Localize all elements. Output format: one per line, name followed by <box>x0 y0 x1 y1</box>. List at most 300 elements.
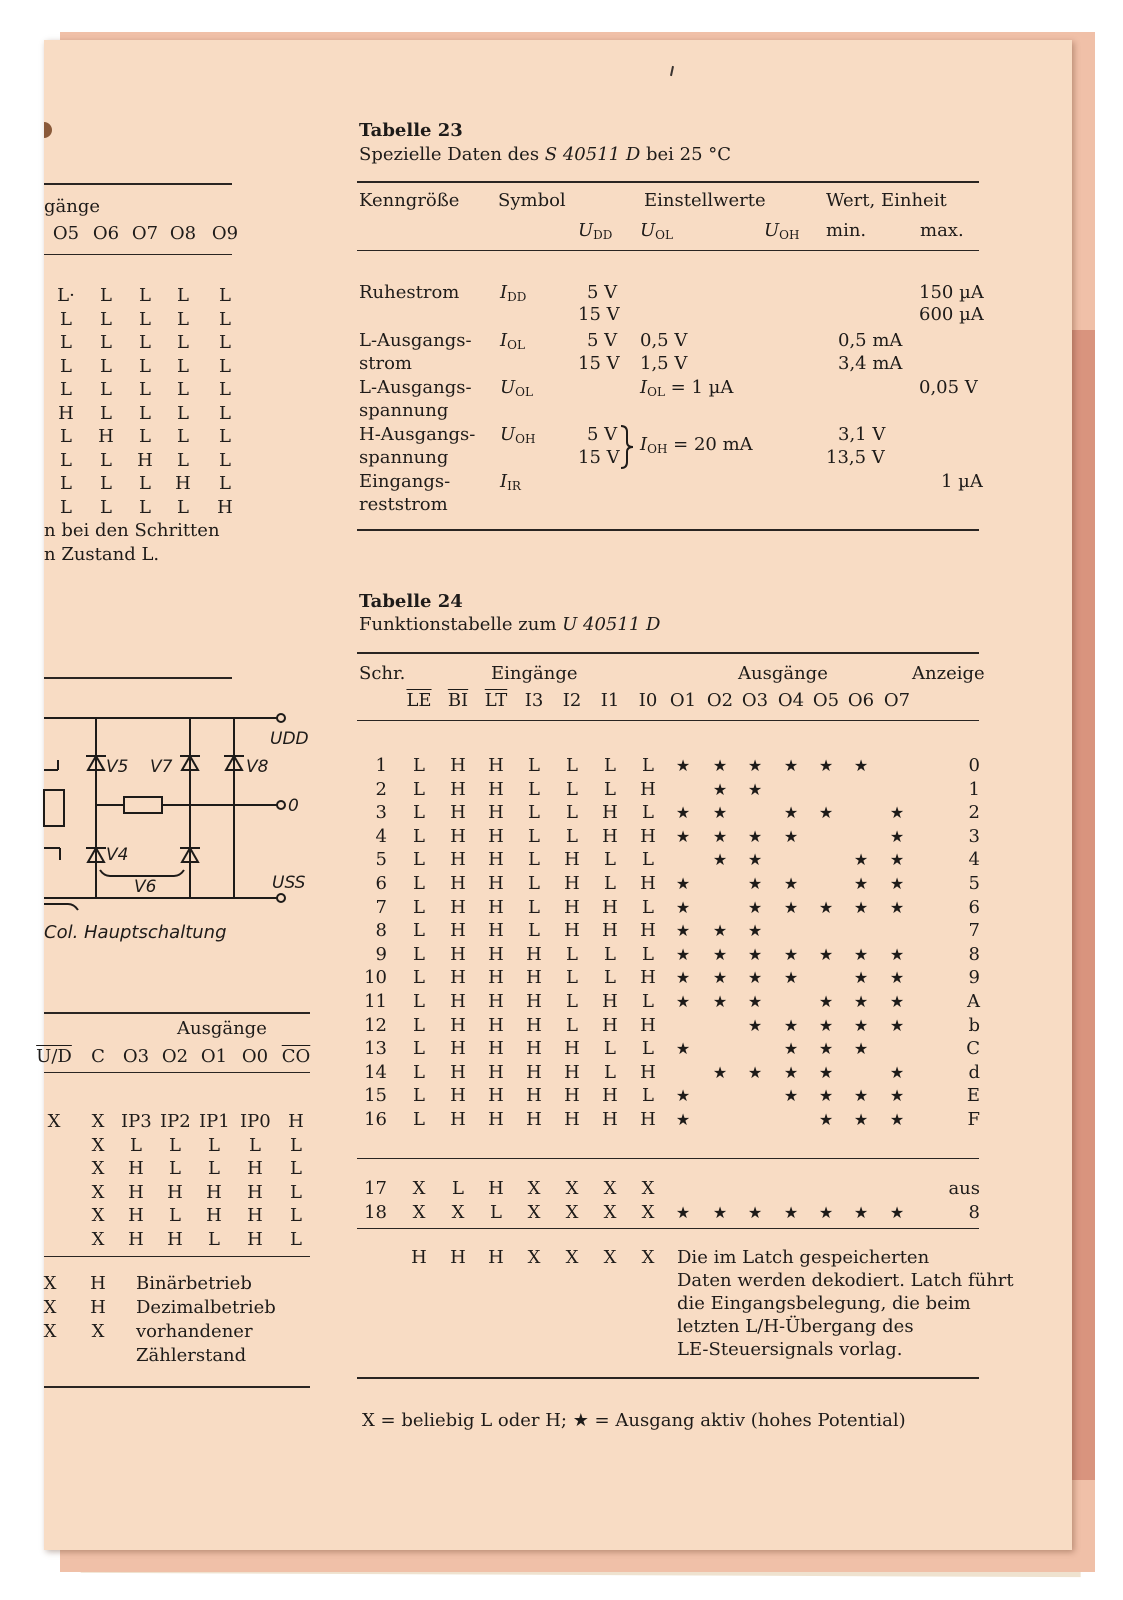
t24-input-cell: H <box>526 1038 542 1060</box>
t23-lstrom-min1: 0,5 mA <box>838 330 903 351</box>
t23-hspannung-udd2: 15 V <box>578 447 620 468</box>
left-rule-mid <box>44 254 232 255</box>
t24-input-cell: L <box>642 849 654 871</box>
t24-active-star-icon: ★ <box>889 897 905 917</box>
left-block2-cell: H <box>288 1111 304 1132</box>
left-block2-cell: H <box>206 1205 222 1226</box>
t24-input-cell: H <box>602 920 618 942</box>
left-block2-cell: H <box>128 1181 144 1203</box>
t24-input-cell: H <box>450 1014 466 1036</box>
t24-input-cell: H <box>526 1085 542 1107</box>
table23-title: Tabelle 23 <box>359 120 463 141</box>
t24-input-cell: H <box>450 1085 466 1107</box>
t24-active-star-icon: ★ <box>712 968 728 988</box>
left-block2-cell: H <box>128 1205 144 1226</box>
left-block1-cell: H <box>175 473 191 494</box>
left-block2-col-header: C <box>91 1046 105 1067</box>
t24-head-schr: Schr. <box>359 663 406 684</box>
t24-input-cell: H <box>450 825 466 847</box>
t24-active-star-icon: ★ <box>783 1202 799 1222</box>
t23-ruhestrom-name: Ruhestrom <box>359 282 460 303</box>
t24-active-star-icon: ★ <box>783 756 799 775</box>
t23-lstrom-min2: 3,4 mA <box>838 353 903 374</box>
t24-input-cell: H <box>640 1109 656 1130</box>
t24-input-cell: H <box>488 920 504 942</box>
t23-hspannung-min2: 13,5 V <box>826 447 885 468</box>
t24-active-star-icon: ★ <box>818 1202 834 1222</box>
circuit-caption: Col. Hauptschaltung <box>44 922 227 943</box>
t24-active-star-icon: ★ <box>675 1110 691 1129</box>
t24-input-header: $\overline{LE}$ <box>406 690 432 711</box>
left-block1-cell: H <box>137 449 153 471</box>
table24-title: Tabelle 24 <box>359 591 463 612</box>
left-block2-col-header: $\overline{CO}$ <box>281 1046 311 1067</box>
t24-active-star-icon: ★ <box>783 874 799 893</box>
paper-mark <box>670 66 674 76</box>
left-block2-cell: H <box>128 1228 144 1250</box>
t24-input-cell: H <box>602 1109 618 1130</box>
table23-rule-head <box>357 250 979 251</box>
t24-active-star-icon: ★ <box>853 1086 869 1106</box>
left-rule-bottom <box>44 1386 310 1388</box>
t23-eingang-max: 1 µA <box>941 471 983 492</box>
t24-input-cell: L <box>528 755 540 776</box>
left-block2-cell: X <box>91 1205 105 1226</box>
left-block1-cell: L <box>177 402 189 424</box>
left-block2-cell: L <box>290 1158 302 1179</box>
left-block2-cell: X <box>91 1158 105 1179</box>
left-block1-cell: L <box>60 379 72 400</box>
document-page: gänge O5 O6 O7 O8 O9 L· L L L L L L L L L L L L L L L L L L L L L L L L H L L L L L H L L L L L H L L L L L H L L L L L H n bei den Schritten n Zustand L. V5 V7 V8 V4 V6 UDD USS 0 Col. Hauptschaltung Ausgänge U/D C O3 O2 O1 O0 $\overline{CO}$ X X IP3 IP2 IP1 IP0 H X L L L L L X H L L H L X H H H H L X H L H H L X H H L H L X H Binärbetrieb X H Dezimalbetrieb X X vorhandener Zählerstand Tabelle 23 Spezielle Daten des S 40511 D bei 25 °C Kenngröße Symbol Einstellwerte Wert, Einheit $U_{DD}$ $U_{OL}$ $U_{OH}$ min. max. Ruhestrom $I_{DD}$ 5 V 15 V 150 µA 600 µA L-Ausgangs- strom $I_{OL}$ 5 V 15 V 0,5 V 1,5 V 0,5 mA 3,4 mA L-Ausgangs- spannung $U_{OL}$ $I_{OL} = 1$ µA 0,05 V H-Ausgangs- spannung $U_{OH}$ 5 V 15 V $I_{OH} = 20$ mA 3,1 V 13,5 V Eingangs- reststrom $I_{IR}$ 1 µA Tabelle 24 Funktionstabelle zum U 40511 D Schr. Eingänge Ausgänge Anzeige $\overline{LE}$ $\overline{BI}$ $\overline{LT}$ I3 I2 I1 I0 O1 O2 O3 O4 O5 O6 O7 1 L H H L L L L ★ ★ ★ ★ ★ ★ 0 2 L H H L L L H ★ ★ 1 3 L H H L L H L ★ ★ ★ ★ ★ 2 4 L H H L L H H ★ ★ ★ ★ ★ 3 5 L H H L H L L ★ ★ ★ ★ 4 6 L H H L H L H ★ ★ ★ ★ ★ 5 7 L H H L H H L ★ ★ ★ ★ ★ ★ 6 8 L H H L H H H ★ ★ ★ 7 9 L H H H L L L ★ ★ ★ ★ ★ ★ ★ 8 10 L H H H L L H ★ ★ ★ ★ ★ ★ 9 11 L H H H L H L ★ ★ ★ ★ ★ ★ A 12 L H H H L H H ★ ★ ★ ★ ★ b 13 L H H H H L L ★ ★ ★ ★ C 14 L H H H H L H ★ ★ ★ ★ ★ d 15 L H H H H H L ★ ★ ★ ★ ★ E 16 L H H H H H H ★ ★ ★ ★ F 17 X L H X X X X aus 18 X X L X X X X ★ ★ ★ ★ ★ ★ ★ 8 H H H X X X X Die im Latch gespeicherten Daten werden dekodiert. Latch führt die Eingangsbelegung, die beim letzten L/H-Übergang des LE-Steuersignals vorlag. X = beliebig L oder H; ★ = Ausgang aktiv (hohes Potential) <box>44 40 1072 1550</box>
t24-input-cell: X <box>565 1201 579 1223</box>
left-block1-cell: L <box>219 402 231 424</box>
t24-active-star-icon: ★ <box>818 1086 834 1106</box>
t24-input-cell: L <box>566 755 578 776</box>
t24-input-cell: H <box>488 967 504 989</box>
t24-input-cell: L <box>566 778 578 800</box>
t24-input-cell: H <box>450 755 466 776</box>
t24-input-cell: L <box>413 778 425 800</box>
t24-input-cell: H <box>640 778 656 800</box>
t24-active-star-icon: ★ <box>675 921 691 941</box>
left-legend-text: vorhandener <box>136 1321 253 1342</box>
left-block2-header: Ausgänge <box>177 1018 267 1039</box>
t24-active-star-icon: ★ <box>853 1039 869 1059</box>
t24-input-cell: X <box>412 1178 426 1199</box>
t23-eingang-symbol: $I_{IR}$ <box>500 471 521 493</box>
t24-output-header: O1 <box>669 690 697 711</box>
t24-input-cell: H <box>450 1109 466 1130</box>
t24-active-star-icon: ★ <box>783 968 799 988</box>
t23-hspannung-symbol: $U_{OH}$ <box>500 424 536 446</box>
t24-active-star-icon: ★ <box>818 1062 834 1082</box>
t24-head-eingaenge: Eingänge <box>491 663 578 684</box>
left-block1-cell: L <box>177 496 189 518</box>
t24-input-cell: H <box>450 1038 466 1060</box>
t24-input-cell: H <box>450 778 466 800</box>
t24-input-cell: H <box>526 967 542 989</box>
t24-input-cell: L <box>413 1109 425 1130</box>
left-block1-cell: L <box>219 308 231 330</box>
table24-rule-mid <box>357 1158 979 1159</box>
t23-ruhestrom-udd2: 15 V <box>578 304 620 325</box>
t24-latch-text: Daten werden dekodiert. Latch führt <box>677 1270 1014 1291</box>
left-block1-cell: L <box>177 355 189 377</box>
t24-input-cell: L <box>604 778 616 800</box>
left-block1-cell: L <box>219 449 231 471</box>
t24-latch-input: X <box>641 1247 655 1268</box>
left-block1-col-header: O9 <box>211 223 239 244</box>
table24-rule-top <box>357 652 979 654</box>
left-block1-cell: L <box>177 449 189 471</box>
t23-ruhestrom-max1: 150 µA <box>919 282 984 303</box>
t24-input-cell: L <box>604 755 616 776</box>
v6-label: V6 <box>134 877 157 897</box>
t23-lstrom-uol2: 1,5 V <box>640 353 688 374</box>
t24-active-star-icon: ★ <box>712 992 728 1011</box>
left-block1-cell: L <box>60 449 72 471</box>
paper-punch-mark <box>44 122 52 138</box>
t24-latch-text: Die im Latch gespeicherten <box>677 1247 930 1268</box>
t24-active-star-icon: ★ <box>783 803 799 823</box>
left-header-gaenge: gänge <box>44 196 101 217</box>
t24-input-header: $\overline{BI}$ <box>447 690 469 711</box>
t24-active-star-icon: ★ <box>818 1015 834 1035</box>
t24-input-cell: X <box>641 1201 655 1223</box>
left-legend-a: X <box>43 1273 57 1294</box>
t24-active-star-icon: ★ <box>818 1039 834 1059</box>
t24-active-star-icon: ★ <box>889 1110 905 1129</box>
left-block1-cell: L <box>139 308 151 330</box>
left-rule-block2 <box>44 1012 310 1014</box>
left-block2-cell: L <box>290 1134 302 1156</box>
t24-input-cell: H <box>488 825 504 847</box>
left-block1-cell: L <box>139 402 151 424</box>
left-block1-cell: L <box>139 355 151 377</box>
t24-input-cell: L <box>413 825 425 847</box>
left-block1-cell: L <box>100 473 112 494</box>
t24-input-cell: H <box>488 1061 504 1083</box>
t24-input-cell: L <box>642 755 654 776</box>
t23-head-uol: $U_{OL}$ <box>640 220 673 242</box>
left-block2-cell: L <box>169 1205 181 1226</box>
t24-latch-text: letzten L/H-Übergang des <box>677 1316 914 1337</box>
left-block2-cell: IP0 <box>240 1111 271 1132</box>
t23-head-max: max. <box>920 220 964 241</box>
t24-input-cell: L <box>528 920 540 942</box>
left-block1-cell: L <box>139 496 151 518</box>
t24-input-cell: L <box>566 943 578 965</box>
t23-head-einstellwerte: Einstellwerte <box>644 190 766 211</box>
t24-input-cell: L <box>566 825 578 847</box>
t24-input-cell: X <box>565 1178 579 1199</box>
t24-active-star-icon: ★ <box>783 944 799 964</box>
t24-active-star-icon: ★ <box>675 1039 691 1059</box>
left-block1-cell: L <box>60 426 72 447</box>
t23-lspannung-max: 0,05 V <box>919 377 978 398</box>
left-block2-cell: H <box>247 1205 263 1226</box>
t24-input-cell: H <box>488 778 504 800</box>
t24-active-star-icon: ★ <box>853 944 869 964</box>
t23-head-uoh: $U_{OH}$ <box>764 220 800 242</box>
left-block2-cell: X <box>47 1111 61 1132</box>
t24-input-cell: H <box>564 1061 580 1083</box>
t24-active-star-icon: ★ <box>747 1062 763 1082</box>
left-block1-col-header: O8 <box>169 223 197 244</box>
t24-input-cell: H <box>450 849 466 871</box>
left-legend-b: H <box>90 1297 106 1318</box>
left-block2-cell: IP3 <box>121 1111 152 1132</box>
left-block1-cell: L <box>177 426 189 447</box>
t24-active-star-icon: ★ <box>889 992 905 1011</box>
t24-active-star-icon: ★ <box>889 874 905 893</box>
t24-input-cell: H <box>526 943 542 965</box>
left-rule-top <box>44 183 232 185</box>
t23-ruhestrom-symbol: $I_{DD}$ <box>500 282 527 304</box>
t24-active-star-icon: ★ <box>853 968 869 988</box>
t24-input-header: I2 <box>562 690 582 711</box>
left-block1-cell: L <box>100 496 112 518</box>
t24-input-cell: H <box>564 873 580 894</box>
t23-hspannung-name2: spannung <box>359 447 449 468</box>
left-block1-cell: L <box>219 426 231 447</box>
t24-input-cell: L <box>452 1178 464 1199</box>
t24-input-cell: L <box>642 943 654 965</box>
t24-active-star-icon: ★ <box>747 850 763 870</box>
t24-input-cell: H <box>488 896 504 918</box>
t24-latch-input: H <box>488 1247 504 1268</box>
t23-lstrom-udd1: 5 V <box>587 330 618 351</box>
left-block1-cell: L <box>100 332 112 353</box>
left-legend-a: X <box>43 1297 57 1318</box>
t24-active-star-icon: ★ <box>853 992 869 1011</box>
t24-input-cell: H <box>564 1085 580 1107</box>
t24-active-star-icon: ★ <box>712 944 728 964</box>
t24-active-star-icon: ★ <box>889 850 905 870</box>
left-block1-cell: L <box>139 285 151 306</box>
t24-active-star-icon: ★ <box>747 1202 763 1222</box>
t24-active-star-icon: ★ <box>783 826 799 846</box>
t24-input-header: I3 <box>524 690 544 711</box>
t24-input-cell: L <box>642 802 654 824</box>
t24-input-cell: L <box>604 967 616 989</box>
left-note-1: n bei den Schritten <box>44 520 220 541</box>
left-block2-cell: L <box>169 1134 181 1156</box>
t24-input-cell: H <box>488 755 504 776</box>
t24-input-cell: H <box>488 1038 504 1060</box>
t24-active-star-icon: ★ <box>712 850 728 870</box>
t24-input-cell: H <box>450 1061 466 1083</box>
t24-active-star-icon: ★ <box>675 756 691 775</box>
t24-input-header: $\overline{LT}$ <box>484 690 508 711</box>
t24-input-cell: H <box>450 920 466 942</box>
t24-active-star-icon: ★ <box>889 826 905 846</box>
left-block1-cell: H <box>98 426 114 447</box>
t24-output-header: O6 <box>847 690 875 711</box>
t24-input-cell: H <box>526 1061 542 1083</box>
t24-input-cell: H <box>640 920 656 942</box>
left-block2-cell: L <box>169 1158 181 1179</box>
t24-active-star-icon: ★ <box>712 779 728 799</box>
t24-input-cell: L <box>413 849 425 871</box>
left-block1-cell: L <box>139 379 151 400</box>
left-block1-cell: L <box>100 355 112 377</box>
t23-ruhestrom-udd1: 5 V <box>587 282 618 303</box>
t24-input-cell: H <box>488 1109 504 1130</box>
t24-active-star-icon: ★ <box>853 756 869 775</box>
left-block1-cell: L <box>60 332 72 353</box>
left-block2-cell: L <box>208 1228 220 1250</box>
t24-active-star-icon: ★ <box>675 803 691 823</box>
left-block2-cell: H <box>247 1228 263 1250</box>
t24-active-star-icon: ★ <box>853 1202 869 1222</box>
t24-active-star-icon: ★ <box>783 1086 799 1106</box>
left-block2-cell: X <box>91 1181 105 1203</box>
left-block2-cell: L <box>208 1158 220 1179</box>
t23-eingang-name1: Eingangs- <box>359 471 451 492</box>
t24-output-header: O7 <box>883 690 911 711</box>
left-block1-cell: L <box>177 285 189 306</box>
t24-input-cell: L <box>566 967 578 989</box>
t24-active-star-icon: ★ <box>818 992 834 1011</box>
left-block1-cell: L <box>60 496 72 518</box>
t24-latch-text: die Eingangsbelegung, die beim <box>677 1293 971 1314</box>
t24-active-star-icon: ★ <box>783 1039 799 1059</box>
left-block1-cell: L <box>177 379 189 400</box>
t24-input-cell: L <box>528 802 540 824</box>
left-block1-col-header: O7 <box>131 223 159 244</box>
t24-input-cell: L <box>413 920 425 942</box>
t24-active-star-icon: ★ <box>747 826 763 846</box>
t24-input-cell: L <box>566 991 578 1012</box>
left-block2-cell: L <box>249 1134 261 1156</box>
t23-lstrom-uol1: 0,5 V <box>640 330 688 351</box>
table23-rule-bottom <box>357 529 979 531</box>
t24-active-star-icon: ★ <box>889 1202 905 1222</box>
left-block2-cell: H <box>247 1158 263 1179</box>
table23-rule-top <box>357 181 979 183</box>
o-label: 0 <box>288 796 299 816</box>
left-legend-text: Zählerstand <box>136 1345 247 1366</box>
t24-input-cell: L <box>528 896 540 918</box>
t24-active-star-icon: ★ <box>818 897 834 917</box>
t24-input-cell: L <box>413 943 425 965</box>
t24-active-star-icon: ★ <box>818 803 834 823</box>
t24-input-cell: H <box>450 873 466 894</box>
left-legend-text: Dezimalbetrieb <box>136 1297 276 1318</box>
t24-input-cell: L <box>566 802 578 824</box>
left-block1-cell: H <box>217 496 233 518</box>
left-block1-cell: L <box>219 285 231 306</box>
t24-active-star-icon: ★ <box>747 992 763 1011</box>
t24-input-cell: L <box>642 991 654 1012</box>
t24-active-star-icon: ★ <box>712 1062 728 1082</box>
t24-input-cell: H <box>564 849 580 871</box>
left-block2-cell: X <box>91 1134 105 1156</box>
t24-active-star-icon: ★ <box>747 874 763 893</box>
t24-input-cell: H <box>640 873 656 894</box>
t24-active-star-icon: ★ <box>675 944 691 964</box>
t24-active-star-icon: ★ <box>712 1202 728 1222</box>
t24-input-cell: H <box>526 1014 542 1036</box>
t23-lspannung-symbol: $U_{OL}$ <box>500 377 533 399</box>
left-block2-col-header: O0 <box>241 1046 269 1067</box>
t24-active-star-icon: ★ <box>853 897 869 917</box>
t24-active-star-icon: ★ <box>675 1202 691 1222</box>
left-block2-col-header: O2 <box>161 1046 189 1067</box>
t24-input-cell: H <box>488 943 504 965</box>
t24-input-cell: H <box>602 991 618 1012</box>
t24-input-cell: L <box>604 1061 616 1083</box>
left-block1-cell: L <box>219 473 231 494</box>
t23-lstrom-symbol: $I_{OL}$ <box>500 330 525 352</box>
left-block1-cell: L <box>219 355 231 377</box>
left-note-2: n Zustand L. <box>44 544 160 565</box>
left-block1-cell: L <box>139 473 151 494</box>
t24-output-header: O3 <box>741 690 769 711</box>
t24-active-star-icon: ★ <box>747 779 763 799</box>
t24-input-cell: H <box>564 896 580 918</box>
left-block1-cell: L <box>100 379 112 400</box>
t24-active-star-icon: ★ <box>712 756 728 775</box>
t24-active-star-icon: ★ <box>675 1086 691 1106</box>
t24-active-star-icon: ★ <box>747 921 763 941</box>
t24-input-cell: X <box>527 1178 541 1199</box>
t24-active-star-icon: ★ <box>818 756 834 775</box>
t24-input-cell: H <box>526 991 542 1012</box>
t23-head-kenngroesse: Kenngröße <box>359 190 460 211</box>
t24-active-star-icon: ★ <box>747 944 763 964</box>
left-rule-block2-mid <box>44 1072 310 1073</box>
left-block1-cell: L <box>177 332 189 353</box>
t24-input-cell: H <box>488 802 504 824</box>
t24-active-star-icon: ★ <box>747 756 763 775</box>
v7-label: V7 <box>150 757 173 777</box>
t24-input-cell: H <box>602 1085 618 1107</box>
left-block2-cell: X <box>91 1111 105 1132</box>
t23-lspannung-name2: spannung <box>359 400 449 421</box>
t24-latch-input: H <box>450 1247 466 1268</box>
left-rule-circuit <box>44 677 232 679</box>
left-block2-col-header: O1 <box>200 1046 228 1067</box>
t24-input-cell: H <box>488 873 504 894</box>
t24-active-star-icon: ★ <box>853 874 869 893</box>
t24-active-star-icon: ★ <box>818 1110 834 1129</box>
t23-ruhestrom-max2: 600 µA <box>919 304 984 325</box>
v8-label: V8 <box>246 757 269 777</box>
t24-input-cell: L <box>528 825 540 847</box>
t24-active-star-icon: ★ <box>712 803 728 823</box>
t24-active-star-icon: ★ <box>783 897 799 917</box>
table24-subtitle: Funktionstabelle zum U 40511 D <box>359 614 661 635</box>
left-block2-cell: H <box>167 1181 183 1203</box>
t23-lspannung-name1: L-Ausgangs- <box>359 377 472 398</box>
left-legend-a: X <box>43 1321 57 1342</box>
t24-input-cell: L <box>604 1038 616 1060</box>
left-block1-cell: L <box>60 355 72 377</box>
t24-input-cell: H <box>602 1014 618 1036</box>
t24-output-header: O5 <box>812 690 840 711</box>
left-block2-cell: L <box>208 1134 220 1156</box>
t24-input-cell: L <box>413 1061 425 1083</box>
t24-latch-input: H <box>411 1247 427 1268</box>
t24-input-cell: H <box>488 1178 504 1199</box>
t24-active-star-icon: ★ <box>712 921 728 941</box>
left-block2-cell: X <box>91 1228 105 1250</box>
t24-input-cell: H <box>640 825 656 847</box>
t23-lstrom-name1: L-Ausgangs- <box>359 330 472 351</box>
t24-input-cell: H <box>640 1014 656 1036</box>
